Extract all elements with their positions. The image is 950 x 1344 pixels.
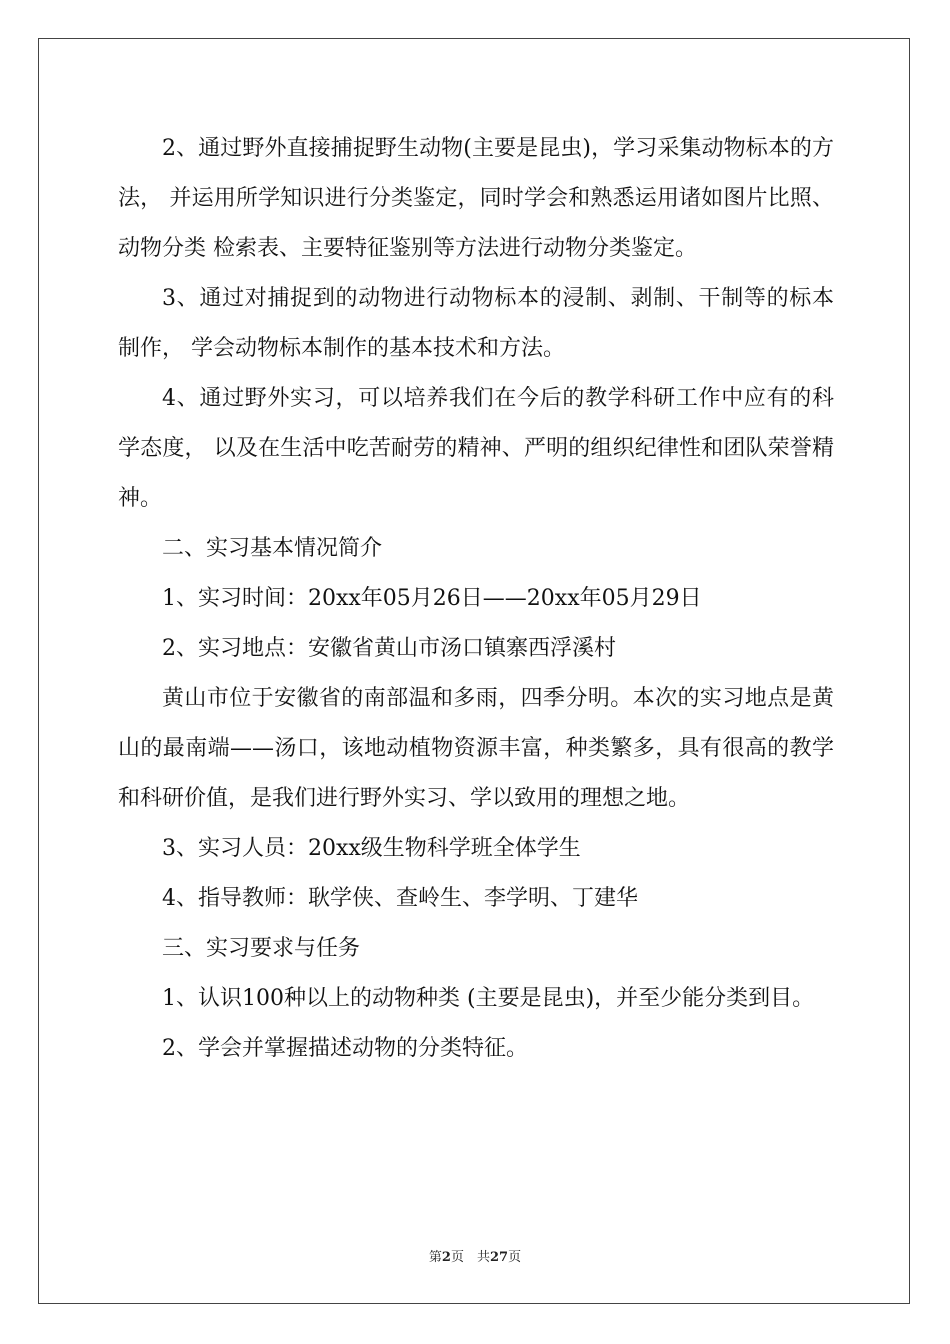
- paragraph-goal-4: 4、通过野外实习，可以培养我们在今后的教学科研工作中应有的科学态度， 以及在生活中吃苦耐劳的精神、严明的组织纪律性和团队荣誉精神。: [118, 386, 834, 511]
- section-heading-requirements: 三、实习要求与任务: [162, 936, 361, 961]
- page-current-number: 2: [441, 1250, 451, 1265]
- section-heading-basic-info: 二、实习基本情况简介: [162, 536, 383, 561]
- page-mid: 页 共: [450, 1250, 490, 1265]
- paragraph-practice-time: 1、实习时间：20xx年05月26日——20xx年05月29日: [162, 586, 702, 611]
- page-footer: [0, 1246, 950, 1265]
- page-suffix: 页: [508, 1250, 522, 1265]
- paragraph-practice-personnel: 3、实习人员：20xx级生物科学班全体学生: [162, 836, 581, 861]
- paragraph-practice-location: 2、实习地点：安徽省黄山市汤口镇寨西浮溪村: [162, 636, 616, 661]
- page-prefix: 第: [428, 1250, 442, 1265]
- paragraph-goal-2: 2、通过野外直接捕捉野生动物(主要是昆虫)，学习采集动物标本的方法， 并运用所学知识进行分类鉴定，同时学会和熟悉运用诸如图片比照、动物分类 检索表、主要特征鉴别等方法进行动物分类鉴定。: [118, 136, 834, 261]
- document-body: [118, 124, 834, 1074]
- paragraph-location-description: 黄山市位于安徽省的南部温和多雨，四季分明。本次的实习地点是黄山的最南端——汤口，该地动植物资源丰富，种类繁多，具有很高的教学和科研价值，是我们进行野外实习、学以致用的理想之地。: [118, 686, 834, 811]
- paragraph-instructors: 4、指导教师：耿学侠、查岭生、李学明、丁建华: [162, 886, 638, 911]
- page-total-number: 27: [489, 1250, 509, 1265]
- paragraph-requirement-1: 1、认识100种以上的动物种类 (主要是昆虫)，并至少能分类到目。: [162, 986, 815, 1011]
- paragraph-goal-3: 3、通过对捕捉到的动物进行动物标本的浸制、剥制、干制等的标本制作， 学会动物标本制作的基本技术和方法。: [118, 286, 834, 361]
- paragraph-requirement-2: 2、学会并掌握描述动物的分类特征。: [162, 1036, 528, 1061]
